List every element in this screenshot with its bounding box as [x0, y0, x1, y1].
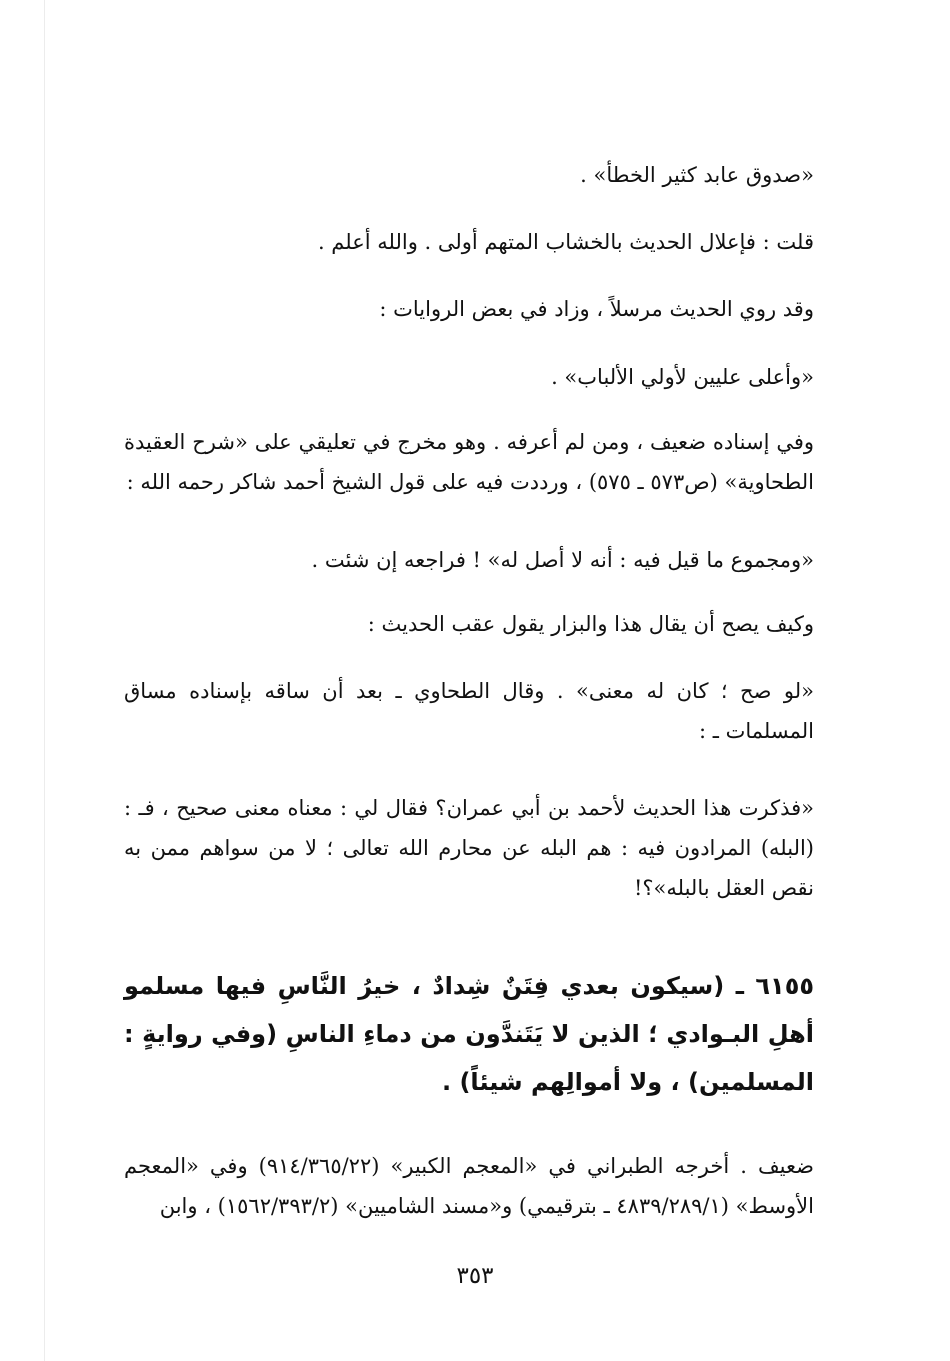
- paragraph-isnad: وفي إسناده ضعيف ، ومن لم أعرفه . وهو مخرج في تعليقي على «شرح العقيدة الطحاوية» (ص٥٧٣ ـ ٥٧٥) ، ورددت فيه على قول الشيخ أحمد شاكر رحمه الله :: [124, 430, 814, 494]
- paragraph-takhrij: ضعيف . أخرجه الطبراني في «المعجم الكبير» (٩١٤/٣٦٥/٢٢) وفي «المعجم الأوسط» (٤٨٣٩/٢٨٩/١ ـ بترقيمي) و«مسند الشاميين» (١٥٦٢/٣٩٣/٢) ، وابن: [124, 1154, 814, 1218]
- paragraph-quote-ahmad: «فذكرت هذا الحديث لأحمد بن أبي عمران؟ فقال لي : معناه معنى صحيح ، فـ : (البله) المرادون فيه : هم البله عن محارم الله تعالى ؛ لا من سواهم ممن به نقص العقل بالبله»؟!: [124, 796, 814, 900]
- line-mursal: وقد روي الحديث مرسلاً ، وزاد في بعض الروايات :: [379, 297, 814, 321]
- page-edge-line: [44, 0, 45, 1361]
- line-ilal-comment: قلت : فإعلال الحديث بالخشاب المتهم أولى . والله أعلم .: [317, 230, 814, 254]
- line-quote-aliyyin: «وأعلى عليين لأولي الألباب» .: [551, 365, 814, 389]
- page-number: ٣٥٣: [456, 1263, 494, 1289]
- line-quote-majmu: «ومجموع ما قيل فيه : أنه لا أصل له» ! فراجعه إن شئت .: [311, 548, 814, 572]
- line-bazzar: وكيف يصح أن يقال هذا والبزار يقول عقب الحديث :: [367, 612, 814, 636]
- hadith-heading-6155: ٦١٥٥ ـ (سيكون بعدي فِتَنٌ شِدادٌ ، خيرُ النَّاسِ فيها مسلمو أهلِ البـوادي ؛ الذين لا يَتَندَّون من دماءِ الناسِ (وفي روايةٍ : المسلمين) ، ولا أموالِهم شيئاً) .: [124, 972, 814, 1096]
- paragraph-tahawi: «لو صح ؛ كان له معنى» . وقال الطحاوي ـ بعد أن ساقه بإسناده مساق المسلمات ـ :: [124, 679, 814, 743]
- line-quote-saduq: «صدوق عابد كثير الخطأ» .: [580, 163, 814, 187]
